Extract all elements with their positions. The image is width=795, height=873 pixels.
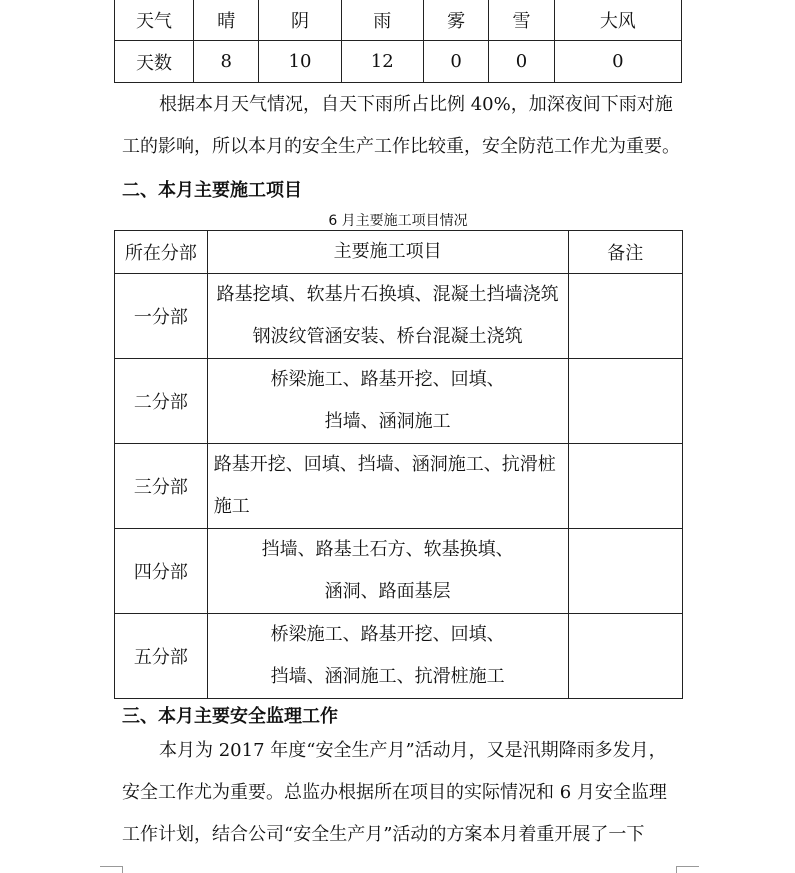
weather-days-cell: 8 [194, 41, 259, 83]
project-line: 钢波纹管涵安装、桥台混凝土浇筑 [252, 326, 523, 347]
table-row [115, 444, 683, 529]
project-table [114, 230, 683, 699]
note-cell [568, 614, 682, 699]
section-3-heading: 三、本月主要安全监理工作 [122, 706, 338, 727]
column-header: 所在分部 [115, 231, 208, 274]
department-cell: 二分部 [115, 359, 208, 444]
department-cell: 一分部 [115, 274, 208, 359]
department-cell: 五分部 [115, 614, 208, 699]
project-line: 挡墙、路基土石方、软基换填、 [261, 539, 514, 560]
weather-days-cell: 12 [341, 41, 423, 83]
weather-paragraph-line: 根据本月天气情况，自天下雨所占比例 40%，加深夜间下雨对施 [159, 94, 673, 115]
project-table-header-row [115, 231, 683, 274]
column-header: 主要施工项目 [207, 231, 568, 274]
project-line: 路基挖填、软基片石换填、混凝土挡墙浇筑 [216, 284, 559, 305]
note-cell [568, 274, 682, 359]
weather-days-cell: 0 [489, 41, 554, 83]
project-cell [207, 274, 568, 359]
section-3-paragraph [122, 730, 682, 856]
table-row [115, 529, 683, 614]
project-line: 涵洞、路面基层 [324, 581, 451, 602]
weather-header-cell: 阴 [259, 0, 341, 41]
table-row [115, 614, 683, 699]
weather-header-cell: 大风 [554, 0, 681, 41]
project-line: 施工 [213, 496, 250, 517]
project-line: 路基开挖、回填、挡墙、涵洞施工、抗滑桩 [213, 454, 556, 475]
column-header: 备注 [568, 231, 682, 274]
project-cell [207, 529, 568, 614]
table-row [115, 359, 683, 444]
weather-paragraph [122, 84, 682, 168]
weather-header-cell: 雪 [489, 0, 554, 41]
weather-days-cell: 10 [259, 41, 341, 83]
project-cell [207, 444, 568, 529]
weather-header-cell: 天气 [115, 0, 194, 41]
project-line: 桥梁施工、路基开挖、回填、 [270, 624, 505, 645]
weather-days-cell: 天数 [115, 41, 194, 83]
weather-table [114, 0, 682, 83]
project-line: 桥梁施工、路基开挖、回填、 [270, 369, 505, 390]
project-line: 挡墙、涵洞施工、抗滑桩施工 [270, 666, 505, 687]
weather-header-cell: 雾 [423, 0, 488, 41]
section-3-line: 工作计划，结合公司“安全生产月”活动的方案本月着重开展了一下 [122, 824, 645, 845]
project-cell [207, 614, 568, 699]
project-line: 挡墙、涵洞施工 [324, 411, 451, 432]
weather-days-cell: 0 [423, 41, 488, 83]
weather-days-row [115, 41, 682, 83]
note-cell [568, 529, 682, 614]
section-3-line: 安全工作尤为重要。总监办根据所在项目的实际情况和 6 月安全监理 [122, 782, 667, 803]
section-2-heading: 二、本月主要施工项目 [122, 180, 302, 201]
department-cell: 四分部 [115, 529, 208, 614]
department-cell: 三分部 [115, 444, 208, 529]
table-caption: 6 月主要施工项目情况 [328, 213, 468, 229]
section-3-line: 本月为 2017 年度“安全生产月”活动月，又是汛期降雨多发月， [159, 740, 667, 761]
table-row [115, 274, 683, 359]
weather-paragraph-line: 工的影响，所以本月的安全生产工作比较重，安全防范工作尤为重要。 [122, 136, 680, 157]
weather-days-cell: 0 [554, 41, 681, 83]
weather-header-cell: 雨 [341, 0, 423, 41]
note-cell [568, 359, 682, 444]
weather-header-cell: 晴 [194, 0, 259, 41]
weather-header-row [115, 0, 682, 41]
note-cell [568, 444, 682, 529]
project-cell [207, 359, 568, 444]
